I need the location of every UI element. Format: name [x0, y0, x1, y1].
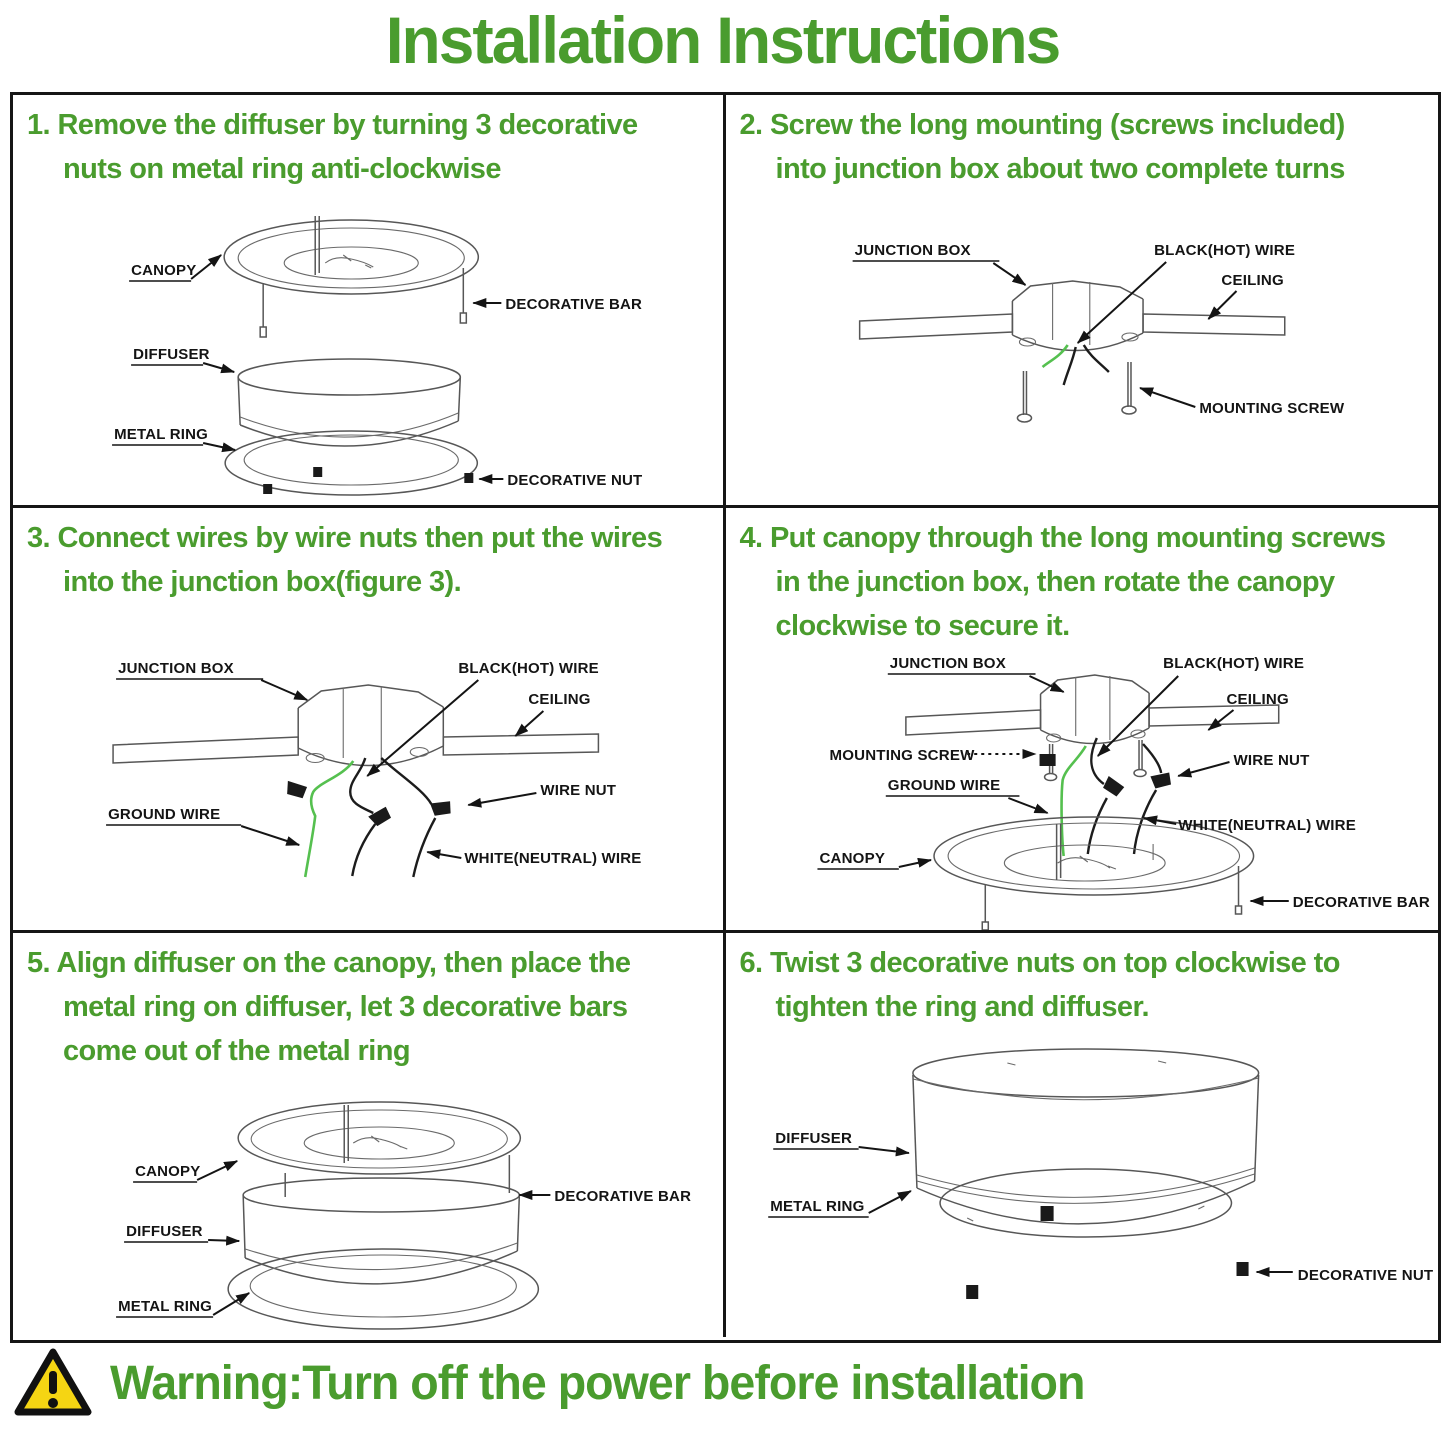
panel-step-1: [13, 95, 726, 508]
heading-line: 3. Connect wires by wire nuts then put the wires: [27, 522, 663, 554]
ground-wire-label: GROUND WIRE: [887, 777, 1000, 794]
diffuser-label: DIFFUSER: [774, 1130, 852, 1147]
canopy-label: CANOPY: [131, 262, 197, 279]
mounting-screw-label: MOUNTING SCREW: [829, 747, 974, 764]
step-6-heading: [726, 933, 1439, 1029]
heading-line: into the junction box(figure 3).: [63, 566, 462, 598]
decorative-bar-label: DECORATIVE BAR: [505, 296, 643, 313]
ceiling-label: CEILING: [528, 691, 591, 708]
ground-wire-label: GROUND WIRE: [108, 806, 221, 823]
decorative-bar-label: DECORATIVE BAR: [1292, 894, 1430, 911]
heading-line: 6. Twist 3 decorative nuts on top clockwise to: [739, 947, 1340, 979]
diffuser-label: DIFFUSER: [126, 1223, 203, 1240]
heading-line: 4. Put canopy through the long mounting screws: [739, 522, 1386, 554]
heading-line: 1. Remove the diffuser by turning 3 decorative: [27, 109, 638, 141]
heading-line: 5. Align diffuser on the canopy, then place the: [27, 947, 631, 979]
step-4-heading: [726, 508, 1439, 648]
heading-line: come out of the metal ring: [63, 1035, 410, 1067]
panel-step-5: [13, 933, 726, 1337]
panel-step-6: [726, 933, 1439, 1337]
heading-line: metal ring on diffuser, let 3 decorative bars: [63, 991, 628, 1023]
heading-line: tighten the ring and diffuser.: [775, 991, 1150, 1023]
heading-line: clockwise to secure it.: [775, 610, 1070, 642]
metal-ring-label: METAL RING: [769, 1198, 864, 1215]
junction-box-label: JUNCTION BOX: [118, 660, 234, 677]
wire-nut-label: WIRE NUT: [1232, 752, 1310, 769]
wire-nut-label: WIRE NUT: [540, 782, 617, 799]
canopy-label: CANOPY: [818, 850, 885, 867]
warning-banner: [12, 1346, 1115, 1420]
metal-ring-label: METAL RING: [118, 1298, 213, 1315]
instruction-grid: [10, 92, 1441, 1343]
panel-step-2: [726, 95, 1439, 508]
page-title: Installation Instructions: [385, 3, 1060, 77]
decorative-bar-label: DECORATIVE BAR: [554, 1188, 692, 1205]
step-5-heading: [13, 933, 723, 1073]
ceiling-label: CEILING: [1225, 691, 1289, 708]
step-3-heading: [13, 508, 723, 604]
step-2-heading: [726, 95, 1439, 191]
white-neutral-wire-label: WHITE(NEUTRAL) WIRE: [1177, 817, 1356, 834]
warning-triangle-icon: [12, 1346, 94, 1420]
metal-ring-label: METAL RING: [114, 426, 209, 443]
ceiling-label: CEILING: [1220, 272, 1284, 289]
canopy-label: CANOPY: [135, 1163, 201, 1180]
black-hot-wire-label: BLACK(HOT) WIRE: [458, 660, 599, 677]
black-hot-wire-label: BLACK(HOT) WIRE: [1162, 655, 1304, 672]
heading-line: into junction box about two complete turns: [775, 153, 1345, 185]
junction-box-label: JUNCTION BOX: [889, 655, 1006, 672]
white-neutral-wire-label: WHITE(NEUTRAL) WIRE: [464, 850, 642, 867]
step-1-heading: [13, 95, 723, 191]
heading-line: 2. Screw the long mounting (screws included): [739, 109, 1345, 141]
decorative-nut-label: DECORATIVE NUT: [507, 472, 643, 489]
panel-step-4: [726, 508, 1439, 933]
panel-step-3: [13, 508, 726, 933]
black-hot-wire-label: BLACK(HOT) WIRE: [1153, 242, 1295, 259]
heading-line: nuts on metal ring anti-clockwise: [63, 153, 501, 185]
mounting-screw-label: MOUNTING SCREW: [1198, 400, 1344, 417]
heading-line: in the junction box, then rotate the canopy: [775, 566, 1335, 598]
junction-box-label: JUNCTION BOX: [854, 242, 971, 259]
decorative-nut-label: DECORATIVE NUT: [1297, 1267, 1433, 1284]
warning-text: Warning:Turn off the power before installation: [110, 1356, 1085, 1410]
diffuser-label: DIFFUSER: [133, 346, 210, 363]
